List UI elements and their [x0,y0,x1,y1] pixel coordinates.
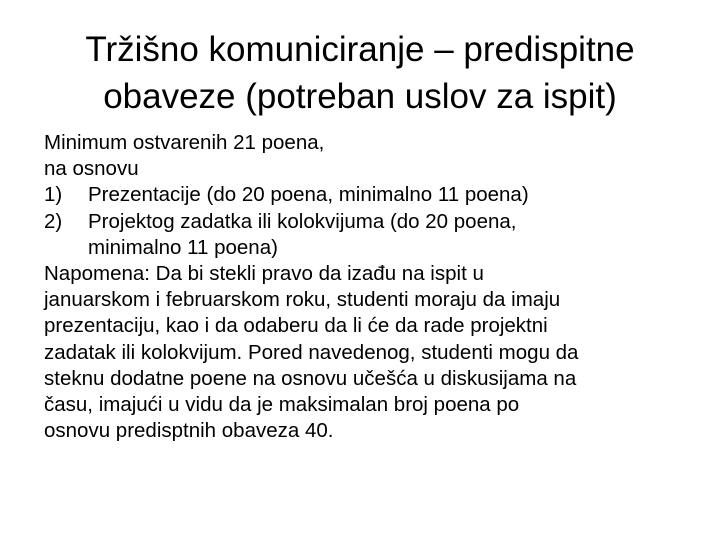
intro-line: na osnovu [44,157,139,181]
intro-line: Minimum ostvarenih 21 poena, [44,131,325,154]
note-line: osnovu predisptnih obaveza 40. [44,419,334,443]
title-line: obaveze (potreban uslov za ispit) [103,77,617,116]
note-line: času, imajući u vidu da je maksimalan broj poena po [44,392,520,416]
note-line: januarskom i februarskom roku, studenti moraju da imaju [44,288,561,312]
slide-title [20,26,700,120]
note-line: steknu dodatne poene na osnovu učešća u diskusijama na [44,366,577,390]
list-item-continuation: minimalno 11 poena) [88,235,278,259]
list-item-text: Projektog zadatka ili kolokvijuma (do 20 poena, [88,209,517,233]
note-line: zadatak ili kolokvijum. Pored navedenog, studenti mogu da [44,340,579,364]
list-item-number: 1) [44,183,63,207]
title-line: Tržišno komuniciranje – predispitne [85,30,635,69]
list-item [44,182,694,208]
note-line: prezentaciju, kao i da odaberu da li će da rade projektni [44,314,548,338]
list-item-number: 2) [44,209,63,233]
list-item-text: Prezentacije (do 20 poena, minimalno 11 poena) [88,183,529,207]
slide-body [44,130,694,444]
note-line: Napomena: Da bi stekli pravo da izađu na ispit u [44,261,484,285]
list-item [44,209,694,235]
